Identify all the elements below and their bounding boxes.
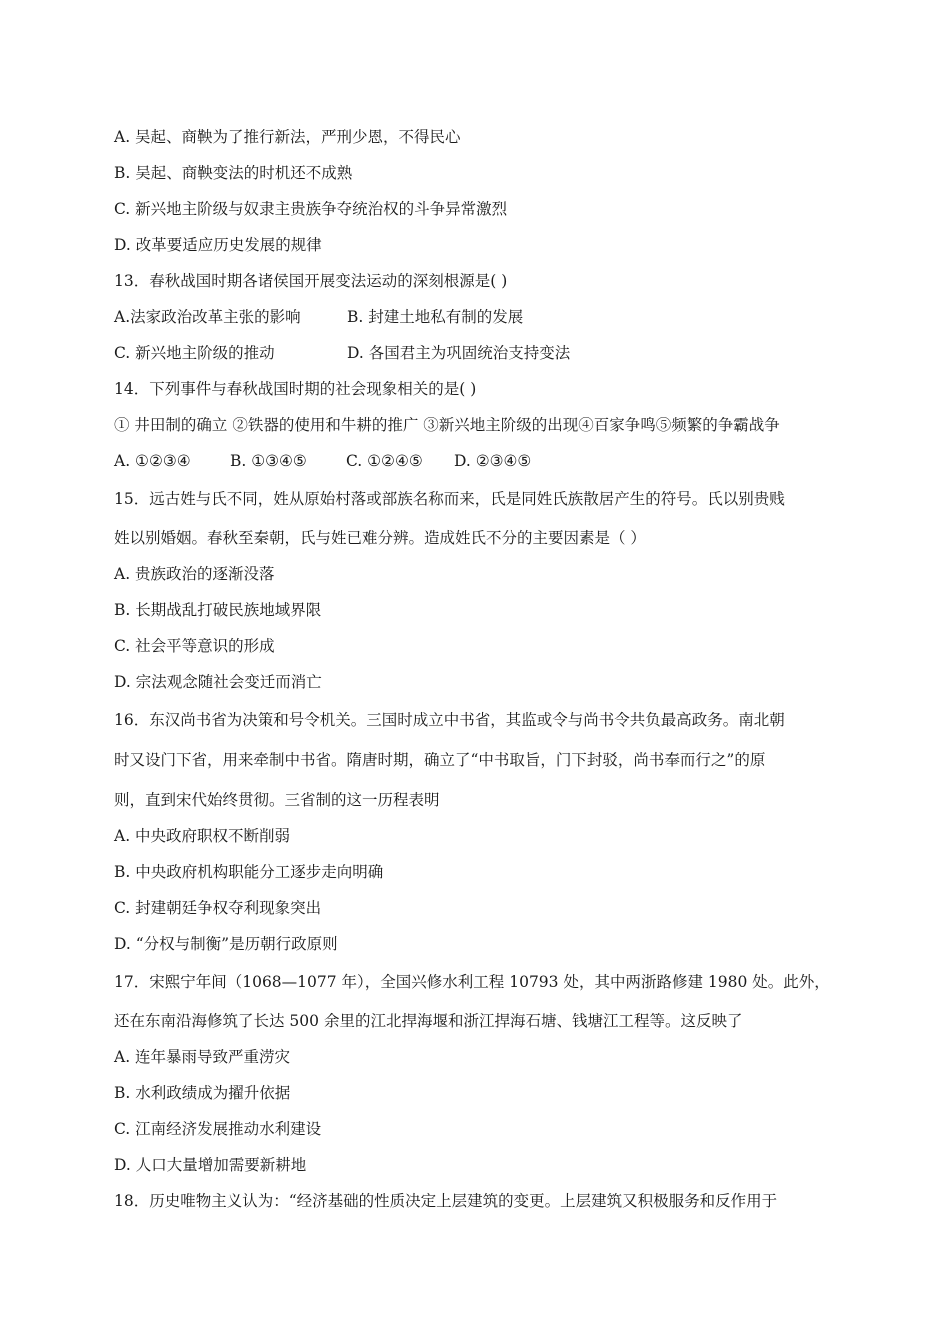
q17-option-a: A. 连年暴雨导致严重涝灾	[114, 1048, 291, 1066]
q16-option-c: C. 封建朝廷争权夺利现象突出	[114, 899, 322, 917]
q17-stem-line-1: 17．宋熙宁年间（1068—1077 年），全国兴修水利工程 10793 处，其中两浙路修建 1980 处。此外，	[114, 973, 830, 991]
q15-stem-line-1: 15．远古姓与氏不同，姓从原始村落或部族名称而来，氏是同姓氏族散居产生的符号。氏以别贵贱	[114, 490, 785, 508]
q16-stem-line-1: 16．东汉尚书省为决策和号令机关。三国时成立中书省，其监或令与尚书令共负最高政务。南北朝	[114, 711, 785, 729]
q13-option-d: D. 各国君主为巩固统治支持变法	[347, 344, 571, 362]
q16-option-b: B. 中央政府机构职能分工逐步走向明确	[114, 863, 384, 881]
q14-option-c: C. ①②④⑤	[346, 452, 423, 470]
q12-option-b: B. 吴起、商鞅变法的时机还不成熟	[114, 164, 353, 182]
q18-stem-line-1: 18．历史唯物主义认为：“经济基础的性质决定上层建筑的变更。上层建筑又积极服务和反作用于	[114, 1192, 778, 1210]
q13-options-row-2	[114, 343, 570, 363]
q14-options-row	[114, 451, 531, 471]
q15-option-a: A. 贵族政治的逐渐没落	[114, 565, 275, 583]
q15-option-c: C. 社会平等意识的形成	[114, 637, 275, 655]
q13-option-a: A.法家政治改革主张的影响	[114, 308, 301, 326]
q14-stem: 14．下列事件与春秋战国时期的社会现象相关的是( )	[114, 380, 477, 398]
q17-option-c: C. 江南经济发展推动水利建设	[114, 1120, 322, 1138]
q15-option-b: B. 长期战乱打破民族地域界限	[114, 601, 322, 619]
q13-option-b: B. 封建土地私有制的发展	[347, 308, 524, 326]
q16-option-d: D. “分权与制衡”是历朝行政原则	[114, 935, 338, 953]
q16-stem-line-3: 则，直到宋代始终贯彻。三省制的这一历程表明	[114, 791, 440, 809]
q17-option-d: D. 人口大量增加需要新耕地	[114, 1156, 307, 1174]
q14-items: ① 井田制的确立 ②铁器的使用和牛耕的推广 ③新兴地主阶级的出现④百家争鸣⑤频繁的争霸战争	[114, 416, 780, 434]
q13-options-row-1	[114, 307, 523, 327]
q14-option-d: D. ②③④⑤	[454, 452, 532, 470]
q12-option-a: A. 吴起、商鞅为了推行新法，严刑少恩，不得民心	[114, 128, 461, 146]
q17-option-b: B. 水利政绩成为擢升依据	[114, 1084, 291, 1102]
q13-option-c: C. 新兴地主阶级的推动	[114, 344, 275, 362]
q12-option-d: D. 改革要适应历史发展的规律	[114, 236, 322, 254]
q14-option-b: B. ①③④⑤	[230, 452, 307, 470]
q13-stem: 13．春秋战国时期各诸侯国开展变法运动的深刻根源是( )	[114, 272, 508, 290]
q16-stem-line-2: 时又设门下省，用来牵制中书省。隋唐时期，确立了“中书取旨，门下封驳，尚书奉而行之”的原	[114, 751, 766, 769]
q12-option-c: C. 新兴地主阶级与奴隶主贵族争夺统治权的斗争异常激烈	[114, 200, 508, 218]
q15-stem-line-2: 姓以别婚姻。春秋至秦朝，氏与姓已难分辨。造成姓氏不分的主要因素是（ ）	[114, 529, 646, 547]
q14-option-a: A. ①②③④	[114, 452, 191, 470]
q17-stem-line-2: 还在东南沿海修筑了长达 500 余里的江北捍海堰和浙江捍海石塘、钱塘江工程等。这反映了	[114, 1012, 743, 1030]
q16-option-a: A. 中央政府职权不断削弱	[114, 827, 291, 845]
q15-option-d: D. 宗法观念随社会变迁而消亡	[114, 673, 322, 691]
